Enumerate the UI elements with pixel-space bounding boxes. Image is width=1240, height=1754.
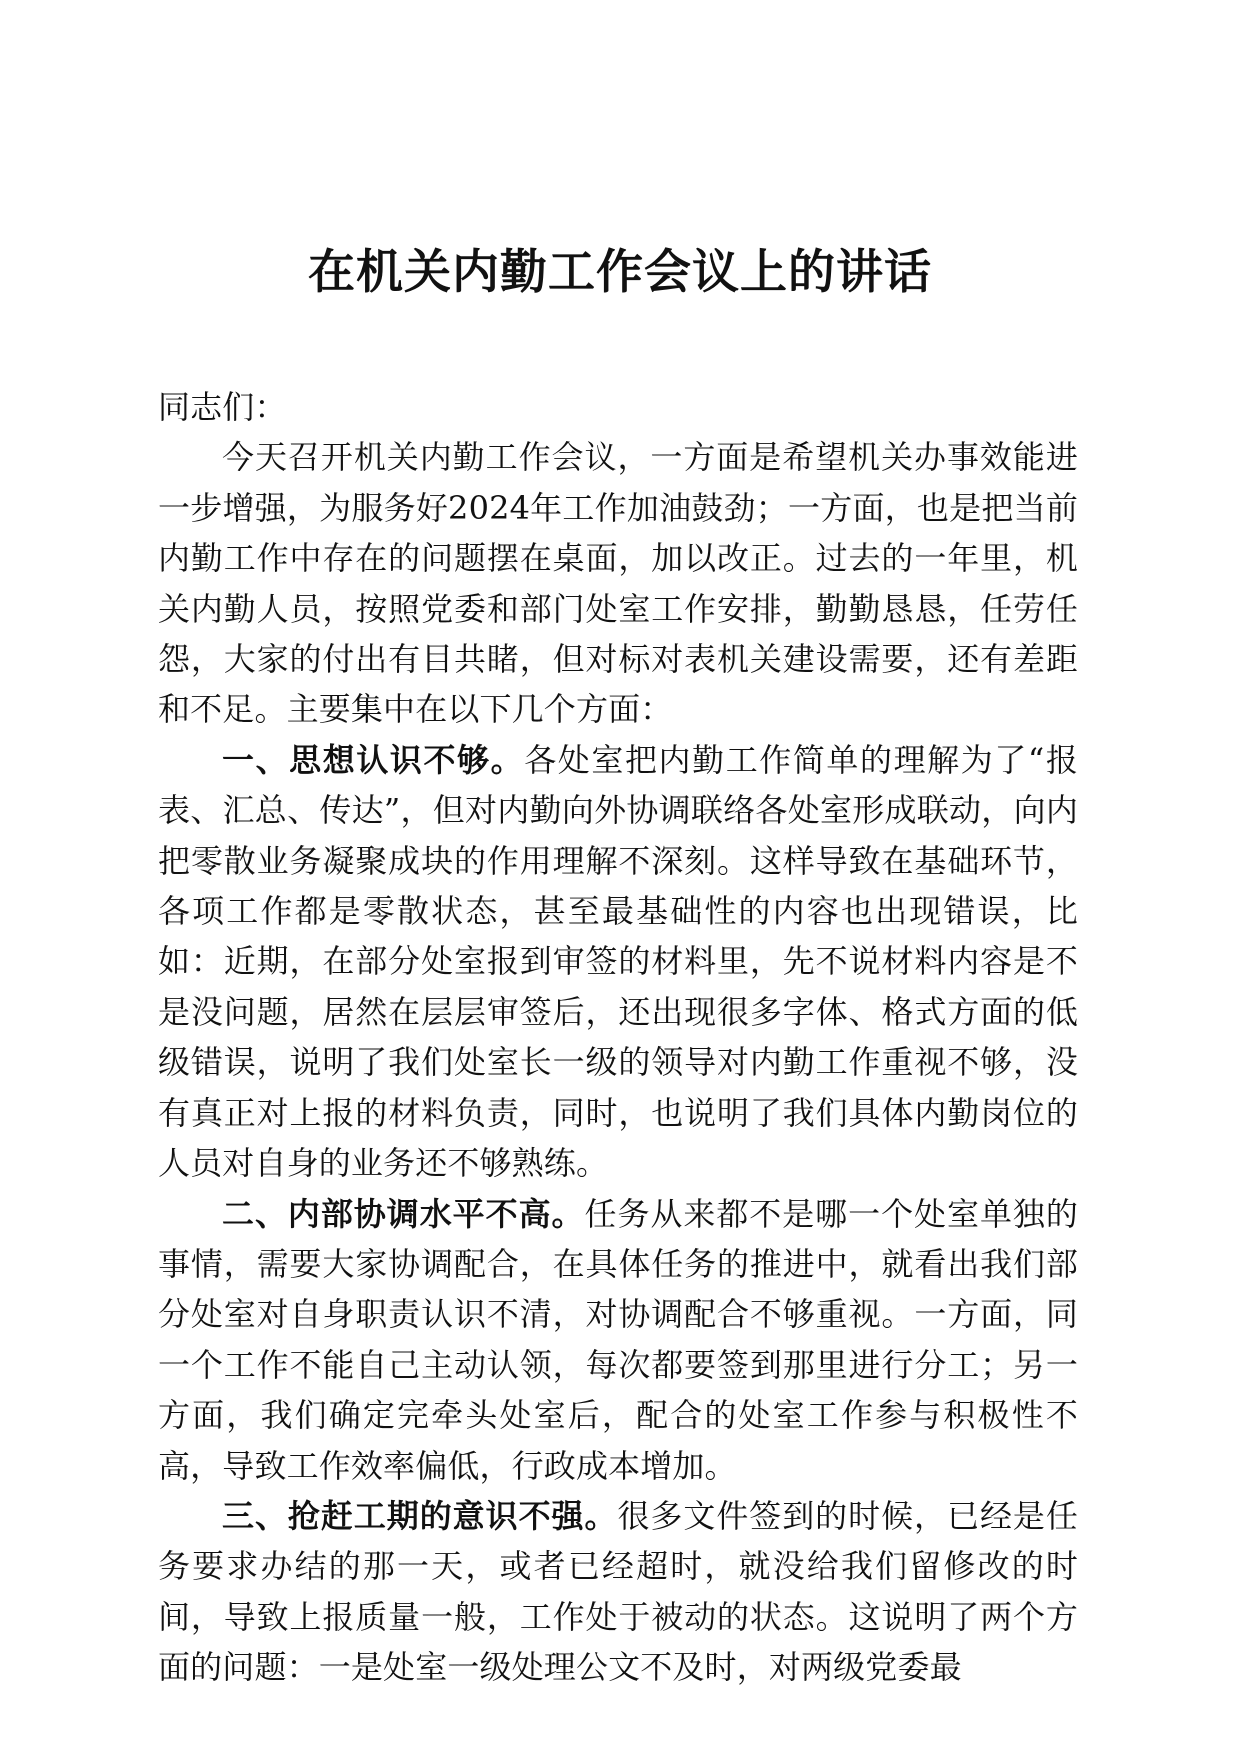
document-title: 在机关内勤工作会议上的讲话 <box>308 245 932 300</box>
intro-paragraph: 今天召开机关内勤工作会议，一方面是希望机关办事效能进一步增强，为服务好2024年工作加油鼓劲；一方面，也是把当前内勤工作中存在的问题摆在桌面，加以改正。过去的一年里，机关内勤人员，按照党委和部门处室工作安排，勤勤恳恳，任劳任怨，大家的付出有目共睹，但对标对表机关建设需要，还有差距和不足。主要集中在以下几个方面： <box>158 438 1078 729</box>
section-paragraph-1 <box>158 735 1078 1189</box>
section-paragraph-3 <box>158 1491 1078 1693</box>
document-body <box>158 382 1078 1693</box>
section-body-3: 很多文件签到的时候，已经是任务要求办结的那一天，或者已经超时，就没给我们留修改的时间，导致上报质量一般，工作处于被动的状态。这说明了两个方面的问题：一是处室一级处理公文不及时，对两级党委最 <box>158 1496 1078 1687</box>
salutation: 同志们： <box>158 388 287 426</box>
section-heading-1: 一、思想认识不够。 <box>222 740 525 779</box>
section-heading-2: 二、内部协调水平不高。 <box>222 1194 585 1233</box>
section-body-2: 任务从来都不是哪一个处室单独的事情，需要大家协调配合，在具体任务的推进中，就看出我们部分处室对自身职责认识不清，对协调配合不够重视。一方面，同一个工作不能自己主动认领，每次都要签到那里进行分工；另一方面，我们确定完牵头处室后，配合的处室工作参与积极性不高，导致工作效率偏低，行政成本增加。 <box>158 1194 1078 1485</box>
section-heading-3: 三、抢赶工期的意识不强。 <box>222 1496 618 1535</box>
section-body-1: 各处室把内勤工作简单的理解为了“报表、汇总、传达”，但对内勤向外协调联络各处室形成联动，向内把零散业务凝聚成块的作用理解不深刻。这样导致在基础环节，各项工作都是零散状态，甚至最基础性的内容也出现错误，比如：近期，在部分处室报到审签的材料里，先不说材料内容是不是没问题，居然在层层审签后，还出现很多字体、格式方面的低级错误，说明了我们处室长一级的领导对内勤工作重视不够，没有真正对上报的材料负责，同时，也说明了我们具体内勤岗位的人员对自身的业务还不够熟练。 <box>158 740 1078 1183</box>
section-paragraph-2 <box>158 1189 1078 1491</box>
